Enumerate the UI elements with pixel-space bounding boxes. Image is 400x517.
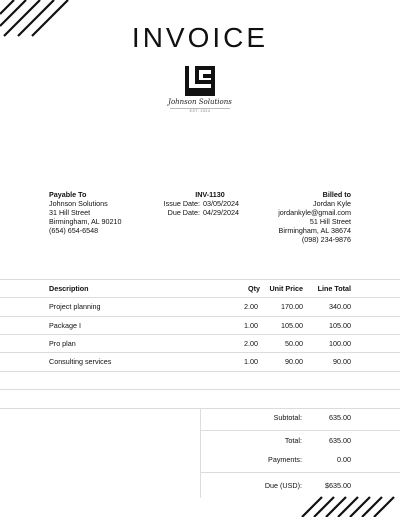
total-value: 635.00 — [329, 436, 351, 445]
col-header-description: Description — [49, 284, 89, 293]
invoice-meta-block — [150, 190, 270, 217]
table-rule — [0, 371, 400, 372]
due-date-label: Due Date: — [167, 208, 200, 217]
billed-name: Jordan Kyle — [313, 199, 351, 208]
issue-date-label: Issue Date: — [163, 199, 200, 208]
billed-to-block — [278, 190, 351, 244]
col-header-unit-price: Unit Price — [269, 284, 303, 293]
payable-heading: Payable To — [49, 190, 87, 199]
row-1-qty: 2.00 — [244, 302, 258, 311]
table-rule — [0, 279, 400, 280]
payable-address1: 31 Hill Street — [49, 208, 91, 217]
billed-address2: Birmingham, AL 38674 — [278, 226, 351, 235]
table-rule — [0, 389, 400, 390]
table-rule — [0, 352, 400, 353]
row-1-description: Project planning — [49, 302, 101, 311]
row-3-unit-price: 50.00 — [285, 339, 303, 348]
billed-email: jordankyle@gmail.com — [278, 208, 351, 217]
table-rule — [0, 316, 400, 317]
company-logo — [185, 66, 215, 96]
subtotal-label: Subtotal: — [273, 413, 302, 422]
subtotal-value: 635.00 — [329, 413, 351, 422]
brand-script: Johnson Solutions — [168, 98, 232, 106]
row-2-line-total: 105.00 — [329, 321, 351, 330]
payable-name: Johnson Solutions — [49, 199, 108, 208]
due-label: Due (USD): — [264, 481, 302, 490]
table-rule — [0, 334, 400, 335]
row-1-unit-price: 170.00 — [281, 302, 303, 311]
row-2-qty: 1.00 — [244, 321, 258, 330]
row-4-qty: 1.00 — [244, 357, 258, 366]
corner-stripes-bottom — [300, 495, 400, 517]
billed-heading: Billed to — [322, 190, 351, 199]
row-3-description: Pro plan — [49, 339, 76, 348]
billed-address1: 51 Hill Street — [309, 217, 351, 226]
row-4-description: Consulting services — [49, 357, 112, 366]
table-rule — [0, 297, 400, 298]
summary-rule — [200, 430, 400, 431]
issue-date: 03/05/2024 — [203, 199, 239, 208]
payments-value: 0.00 — [337, 455, 351, 464]
invoice-title: INVOICE — [131, 22, 269, 53]
col-header-line-total: Line Total — [317, 284, 351, 293]
due-date: 04/29/2024 — [203, 208, 239, 217]
row-4-unit-price: 90.00 — [285, 357, 303, 366]
payable-to-block — [49, 190, 121, 235]
row-3-line-total: 100.00 — [329, 339, 351, 348]
billed-phone: (098) 234-9876 — [301, 235, 351, 244]
payable-phone: (654) 654-6548 — [49, 226, 99, 235]
brand-subtitle: EST. 2024 — [189, 109, 211, 113]
invoice-number: INV-1130 — [195, 190, 225, 199]
payable-address2: Birmingham, AL 90210 — [49, 217, 122, 226]
row-4-line-total: 90.00 — [333, 357, 351, 366]
col-header-qty: Qty — [248, 284, 260, 293]
summary-divider — [200, 408, 201, 498]
row-2-unit-price: 105.00 — [281, 321, 303, 330]
summary-rule — [200, 472, 400, 473]
payments-label: Payments: — [268, 455, 302, 464]
row-2-description: Package I — [49, 321, 81, 330]
row-1-line-total: 340.00 — [329, 302, 351, 311]
total-label: Total: — [284, 436, 302, 445]
due-value: $635.00 — [325, 481, 351, 490]
row-3-qty: 2.00 — [244, 339, 258, 348]
